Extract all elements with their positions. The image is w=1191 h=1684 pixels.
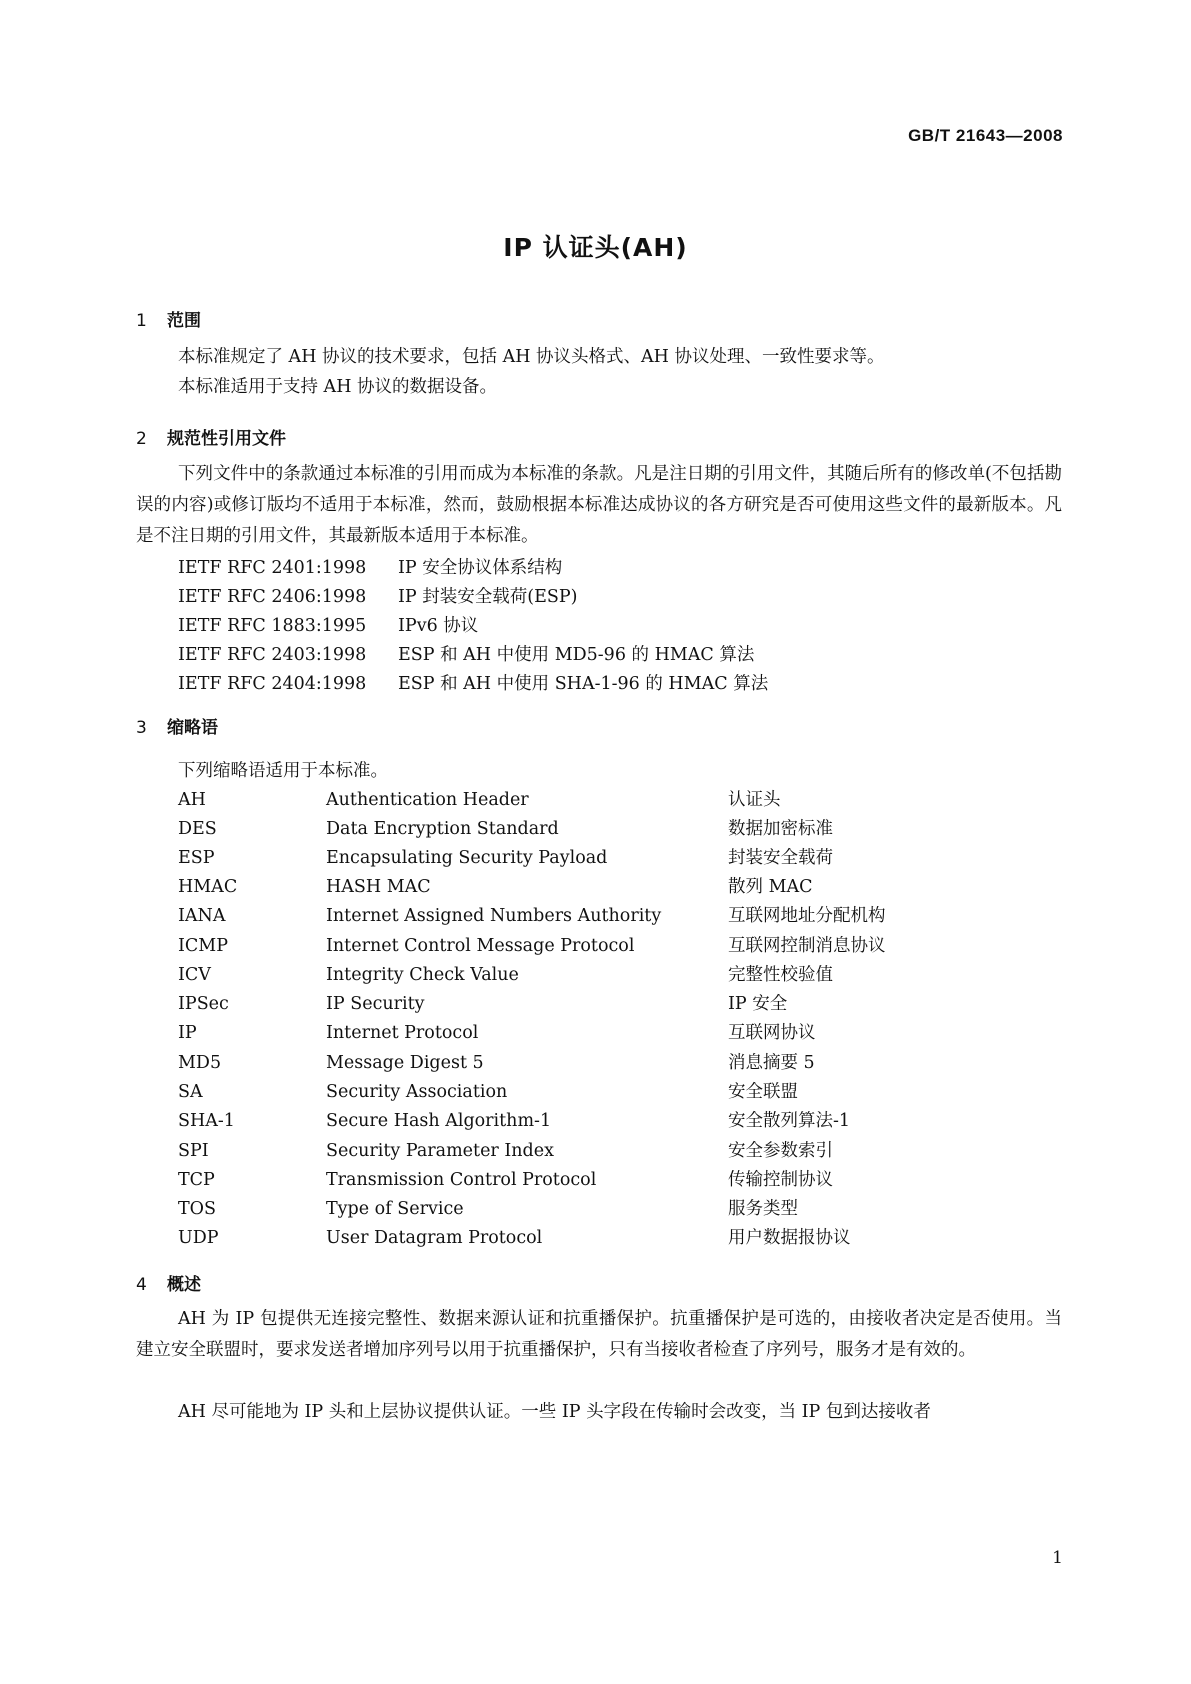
abbreviation: IANA	[178, 906, 226, 926]
abbreviation-full: Type of Service	[326, 1199, 464, 1219]
abbreviation: IPSec	[178, 994, 229, 1014]
abbreviation: TOS	[178, 1199, 217, 1219]
abbreviation-full: IP Security	[326, 994, 425, 1014]
abbreviation-full: Secure Hash Algorithm-1	[326, 1111, 552, 1131]
abbreviation-row	[178, 1107, 850, 1132]
abbreviation-chinese: 认证头	[728, 790, 781, 810]
abbreviation-chinese: 数据加密标准	[728, 819, 833, 839]
abbreviation-chinese: 封装安全载荷	[728, 848, 833, 868]
abbreviation: MD5	[178, 1053, 222, 1073]
section-number: 2	[136, 429, 147, 449]
reference-item	[178, 670, 768, 695]
abbreviation-chinese: 消息摘要 5	[728, 1053, 815, 1073]
abbreviation-chinese: 安全参数索引	[728, 1141, 833, 1161]
abbreviation: SA	[178, 1082, 203, 1102]
standard-code: GB/T 21643—2008	[908, 126, 1063, 145]
abbreviation-full: Transmission Control Protocol	[326, 1170, 597, 1190]
abbreviation: ICV	[178, 965, 211, 985]
abbreviation-chinese: IP 安全	[728, 994, 788, 1014]
abbreviation-row	[178, 815, 833, 840]
abbreviation: DES	[178, 819, 217, 839]
abbreviation-chinese: 散列 MAC	[728, 877, 813, 897]
abbreviation-row	[178, 1137, 833, 1162]
reference-title: ESP 和 AH 中使用 SHA-1-96 的 HMAC 算法	[398, 674, 769, 694]
abbreviation-full: Encapsulating Security Payload	[326, 848, 608, 868]
reference-code: IETF RFC 2403:1998	[178, 645, 367, 665]
abbreviation-row	[178, 1195, 798, 1220]
abbreviation-full: Security Parameter Index	[326, 1141, 554, 1161]
abbreviation-row	[178, 1019, 816, 1044]
section-title: 缩略语	[167, 718, 218, 738]
document-title: IP 认证头(AH)	[503, 233, 688, 262]
section-title: 范围	[167, 311, 201, 331]
abbreviation-chinese: 完整性校验值	[728, 965, 833, 985]
abbreviation-full: User Datagram Protocol	[326, 1228, 543, 1248]
abbreviation: AH	[178, 790, 206, 810]
abbreviation: TCP	[178, 1170, 215, 1190]
abbreviation-chinese: 传输控制协议	[728, 1170, 833, 1190]
section-number: 4	[136, 1275, 147, 1295]
abbreviation: IP	[178, 1023, 197, 1043]
reference-item	[178, 583, 577, 608]
reference-title: IPv6 协议	[398, 616, 479, 636]
abbreviation-chinese: 服务类型	[728, 1199, 798, 1219]
abbreviation-row	[178, 1224, 851, 1249]
abbreviation-full: Security Association	[326, 1082, 508, 1102]
abbreviation-row	[178, 844, 833, 869]
abbreviation-chinese: 安全联盟	[728, 1082, 798, 1102]
abbreviation-row	[178, 961, 833, 986]
abbreviation: ESP	[178, 848, 215, 868]
abbreviation-full: Internet Control Message Protocol	[326, 936, 635, 956]
abbreviation-full: Internet Assigned Numbers Authority	[326, 906, 662, 926]
abbreviation-full: Authentication Header	[326, 790, 529, 810]
normative-refs-intro: 下列文件中的条款通过本标准的引用而成为本标准的条款。凡是注日期的引用文件，其随后所有的修改单(不包括勘误的内容)或修订版均不适用于本标准，然而，鼓励根据本标准达成协议的各方研究是否可使用这些文件的最新版本。凡是不注日期的引用文件，其最新版本适用于本标准。	[136, 464, 1062, 546]
abbreviation-full: Integrity Check Value	[326, 965, 519, 985]
abbreviation-row	[178, 873, 813, 898]
overview-paragraph-2: AH 尽可能地为 IP 头和上层协议提供认证。一些 IP 头字段在传输时会改变，当 IP 包到达接收者	[178, 1402, 931, 1422]
abbreviation-row	[178, 1166, 833, 1191]
reference-code: IETF RFC 2404:1998	[178, 674, 367, 694]
abbreviation-chinese: 互联网控制消息协议	[728, 936, 886, 956]
abbreviation-full: HASH MAC	[326, 877, 431, 897]
abbreviation-chinese: 互联网地址分配机构	[728, 906, 886, 926]
abbreviation: SHA-1	[178, 1111, 235, 1131]
abbreviation: ICMP	[178, 936, 228, 956]
abbreviation: HMAC	[178, 877, 238, 897]
reference-item	[178, 612, 478, 637]
section-1-heading	[136, 306, 201, 331]
abbreviation-row	[178, 1078, 798, 1103]
reference-code: IETF RFC 1883:1995	[178, 616, 367, 636]
reference-title: ESP 和 AH 中使用 MD5-96 的 HMAC 算法	[398, 645, 755, 665]
section-3-heading	[136, 713, 218, 738]
abbreviation-row	[178, 902, 886, 927]
reference-title: IP 封装安全载荷(ESP)	[398, 587, 578, 607]
abbreviation-chinese: 用户数据报协议	[728, 1228, 851, 1248]
scope-paragraph-2: 本标准适用于支持 AH 协议的数据设备。	[178, 377, 498, 397]
section-number: 1	[136, 311, 147, 331]
abbreviation-row	[178, 932, 886, 957]
abbreviation-full: Message Digest 5	[326, 1053, 484, 1073]
overview-paragraph-1: AH 为 IP 包提供无连接完整性、数据来源认证和抗重播保护。抗重播保护是可选的，由接收者决定是否使用。当建立安全联盟时，要求发送者增加序列号以用于抗重播保护，只有当接收者检查了序列号，服务才是有效的。	[136, 1309, 1062, 1360]
page-number: 1	[1052, 1548, 1063, 1568]
reference-item	[178, 641, 754, 666]
section-number: 3	[136, 718, 147, 738]
abbreviation: SPI	[178, 1141, 209, 1161]
section-title: 概述	[167, 1275, 201, 1295]
abbreviation-chinese: 互联网协议	[728, 1023, 816, 1043]
abbreviations-intro: 下列缩略语适用于本标准。	[178, 761, 388, 781]
scope-paragraph-1: 本标准规定了 AH 协议的技术要求，包括 AH 协议头格式、AH 协议处理、一致性要求等。	[178, 347, 885, 367]
abbreviation-row	[178, 1049, 815, 1074]
section-4-heading	[136, 1270, 201, 1295]
reference-code: IETF RFC 2406:1998	[178, 587, 367, 607]
abbreviation-row	[178, 990, 787, 1015]
abbreviation: UDP	[178, 1228, 219, 1248]
abbreviation-full: Data Encryption Standard	[326, 819, 559, 839]
section-title: 规范性引用文件	[167, 429, 286, 449]
abbreviation-chinese: 安全散列算法-1	[728, 1111, 851, 1131]
abbreviation-row	[178, 786, 781, 811]
reference-code: IETF RFC 2401:1998	[178, 558, 367, 578]
section-2-heading	[136, 424, 286, 449]
abbreviation-full: Internet Protocol	[326, 1023, 479, 1043]
reference-title: IP 安全协议体系结构	[398, 558, 563, 578]
reference-item	[178, 554, 562, 579]
